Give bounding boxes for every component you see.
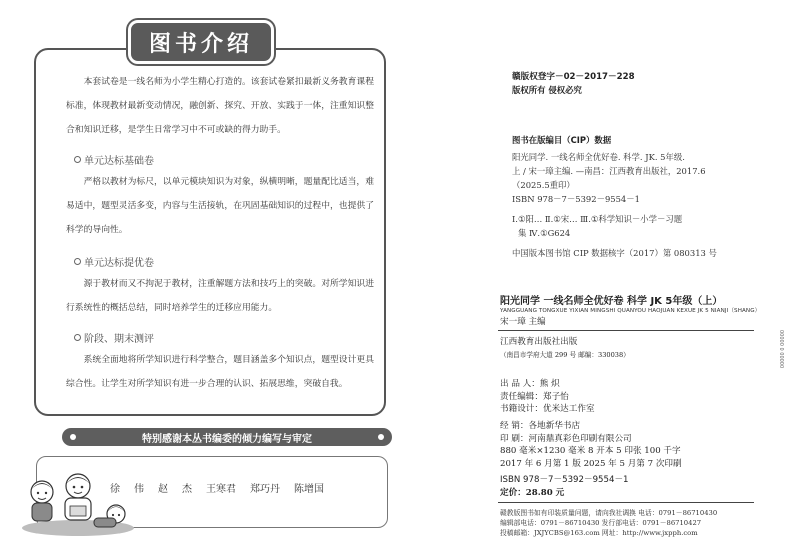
footer-line: 投稿邮箱：JXJYCBS@163.com 网址：http://www.jxpph.com <box>500 529 698 537</box>
credit-name: 伟 <box>134 484 144 495</box>
section-body-basic: 严格以教材为标尺，以单元模块知识为对象，纵横明晰，题量配比适当，难易适中，题型灵活多变，内容与生活接轨，在巩固基础知识的过程中，也提供了科学的导向性。 <box>66 177 374 235</box>
cip-line: 阳光同学. 一线名师全优好卷. 科学. JK. 5年级. <box>512 152 685 162</box>
staff-line: 责任编辑：郑子怡 <box>500 391 569 402</box>
divider <box>498 502 754 503</box>
cip-line: 集 Ⅳ.①G624 <box>518 228 571 238</box>
circle-bullet-icon <box>74 334 81 341</box>
print-line: 印 刷：河南鼎真彩色印刷有限公司 <box>500 433 632 444</box>
price: 定价：28.80 元 <box>500 488 565 498</box>
print-info <box>500 420 682 470</box>
book-title: 阳光同学 一线名师全优好卷 科学 JK 5年级（上） <box>500 296 723 307</box>
intro-paragraph: 本套试卷是一线名师为小学生精心打造的。该套试卷紧扣最新义务教育课程标准，体现教材最新变动情况，融创新、探究、开放、实践于一体，注重知识整合和知识迁移，是学生日常学习中不可或缺的得力助手。 <box>66 77 374 135</box>
footer-line: 赣教版图书如有印装质量问题，请向我社调换 电话：0791－86710430 <box>500 509 718 517</box>
copyright-registration: 赣版权登字－02－2017－228 <box>512 72 635 82</box>
dot-icon <box>378 434 384 440</box>
staff-line: 出 品 人：熊 炽 <box>500 379 560 389</box>
section-heading-final: 阶段、期末测评 <box>74 330 154 345</box>
staff-line: 书籍设计：优米达工作室 <box>500 404 595 414</box>
isbn: ISBN 978－7－5392－9554－1 <box>500 475 629 485</box>
page-title <box>128 20 274 64</box>
cip-line: 上 / 宋一璋主编. —南昌：江西教育出版社，2017.6 <box>512 166 706 176</box>
cip-line: 中国版本图书馆 CIP 数据核字（2017）第 080313 号 <box>512 248 717 258</box>
footer-contact <box>500 508 760 538</box>
publisher: 江西教育出版社出版 <box>500 337 578 347</box>
thanks-banner: 特别感谢本丛书编委的倾力编写与审定 <box>62 428 392 446</box>
credits-names <box>110 480 370 495</box>
circle-bullet-icon <box>74 258 81 265</box>
cip-line: Ⅰ.①阳… Ⅱ.①宋… Ⅲ.①科学知识－小学－习题 <box>512 214 683 224</box>
section-body-final: 系统全面地将所学知识进行科学整合，题目涵盖多个知识点，题型设计更具综合性。让学生对所学知识有进一步合理的认识、拓展思维，突破自我。 <box>66 355 374 389</box>
credit-name: 王寒君 <box>206 484 236 495</box>
credit-name: 赵 <box>158 484 168 495</box>
dot-icon <box>70 434 76 440</box>
section-heading-advanced: 单元达标提优卷 <box>74 254 154 269</box>
cip-line: ISBN 978－7－5392－9554－1 <box>512 194 640 204</box>
section-body-advanced: 源于教材而又不拘泥于教材，注重解题方法和技巧上的突破。对所学知识进行系统性的概括总结，同时培养学生的迁移应用能力。 <box>66 279 374 313</box>
divider <box>498 330 754 331</box>
circle-bullet-icon <box>74 156 81 163</box>
credit-name: 陈增国 <box>294 484 324 495</box>
credit-name: 杰 <box>182 484 192 495</box>
cip-title: 图书在版编目（CIP）数据 <box>512 135 612 145</box>
book-title-pinyin: YANGGUANG TONGXUE YIXIAN MINGSHI QUANYOU HAOJUAN KEXUE JK 5 NIANJI（SHANG） <box>500 308 761 314</box>
publisher-address: （南昌市学府大道 299 号 邮编：330038） <box>500 351 630 359</box>
credit-name: 郑巧丹 <box>250 484 280 495</box>
cip-line: （2025.5重印） <box>512 180 575 190</box>
section-heading-basic: 单元达标基础卷 <box>74 152 154 167</box>
print-line: 880 毫米×1230 毫米 8 开本 5 印张 100 千字 <box>500 446 681 456</box>
print-line: 经 销：各地新华书店 <box>500 421 581 431</box>
rights-notice: 版权所有 侵权必究 <box>512 85 582 95</box>
side-code: 00000 0 00000 <box>778 330 784 369</box>
print-line: 2017 年 6 月第 1 版 2025 年 5 月第 7 次印刷 <box>500 458 682 469</box>
cip-data <box>512 150 752 260</box>
editor: 宋一璋 主编 <box>500 317 546 327</box>
title-text: 图书介绍 <box>148 31 253 57</box>
footer-line: 编辑部电话：0791－86710430 发行部电话：0791－86710427 <box>500 519 702 527</box>
staff-list <box>500 378 595 416</box>
credit-name: 徐 <box>110 484 120 495</box>
